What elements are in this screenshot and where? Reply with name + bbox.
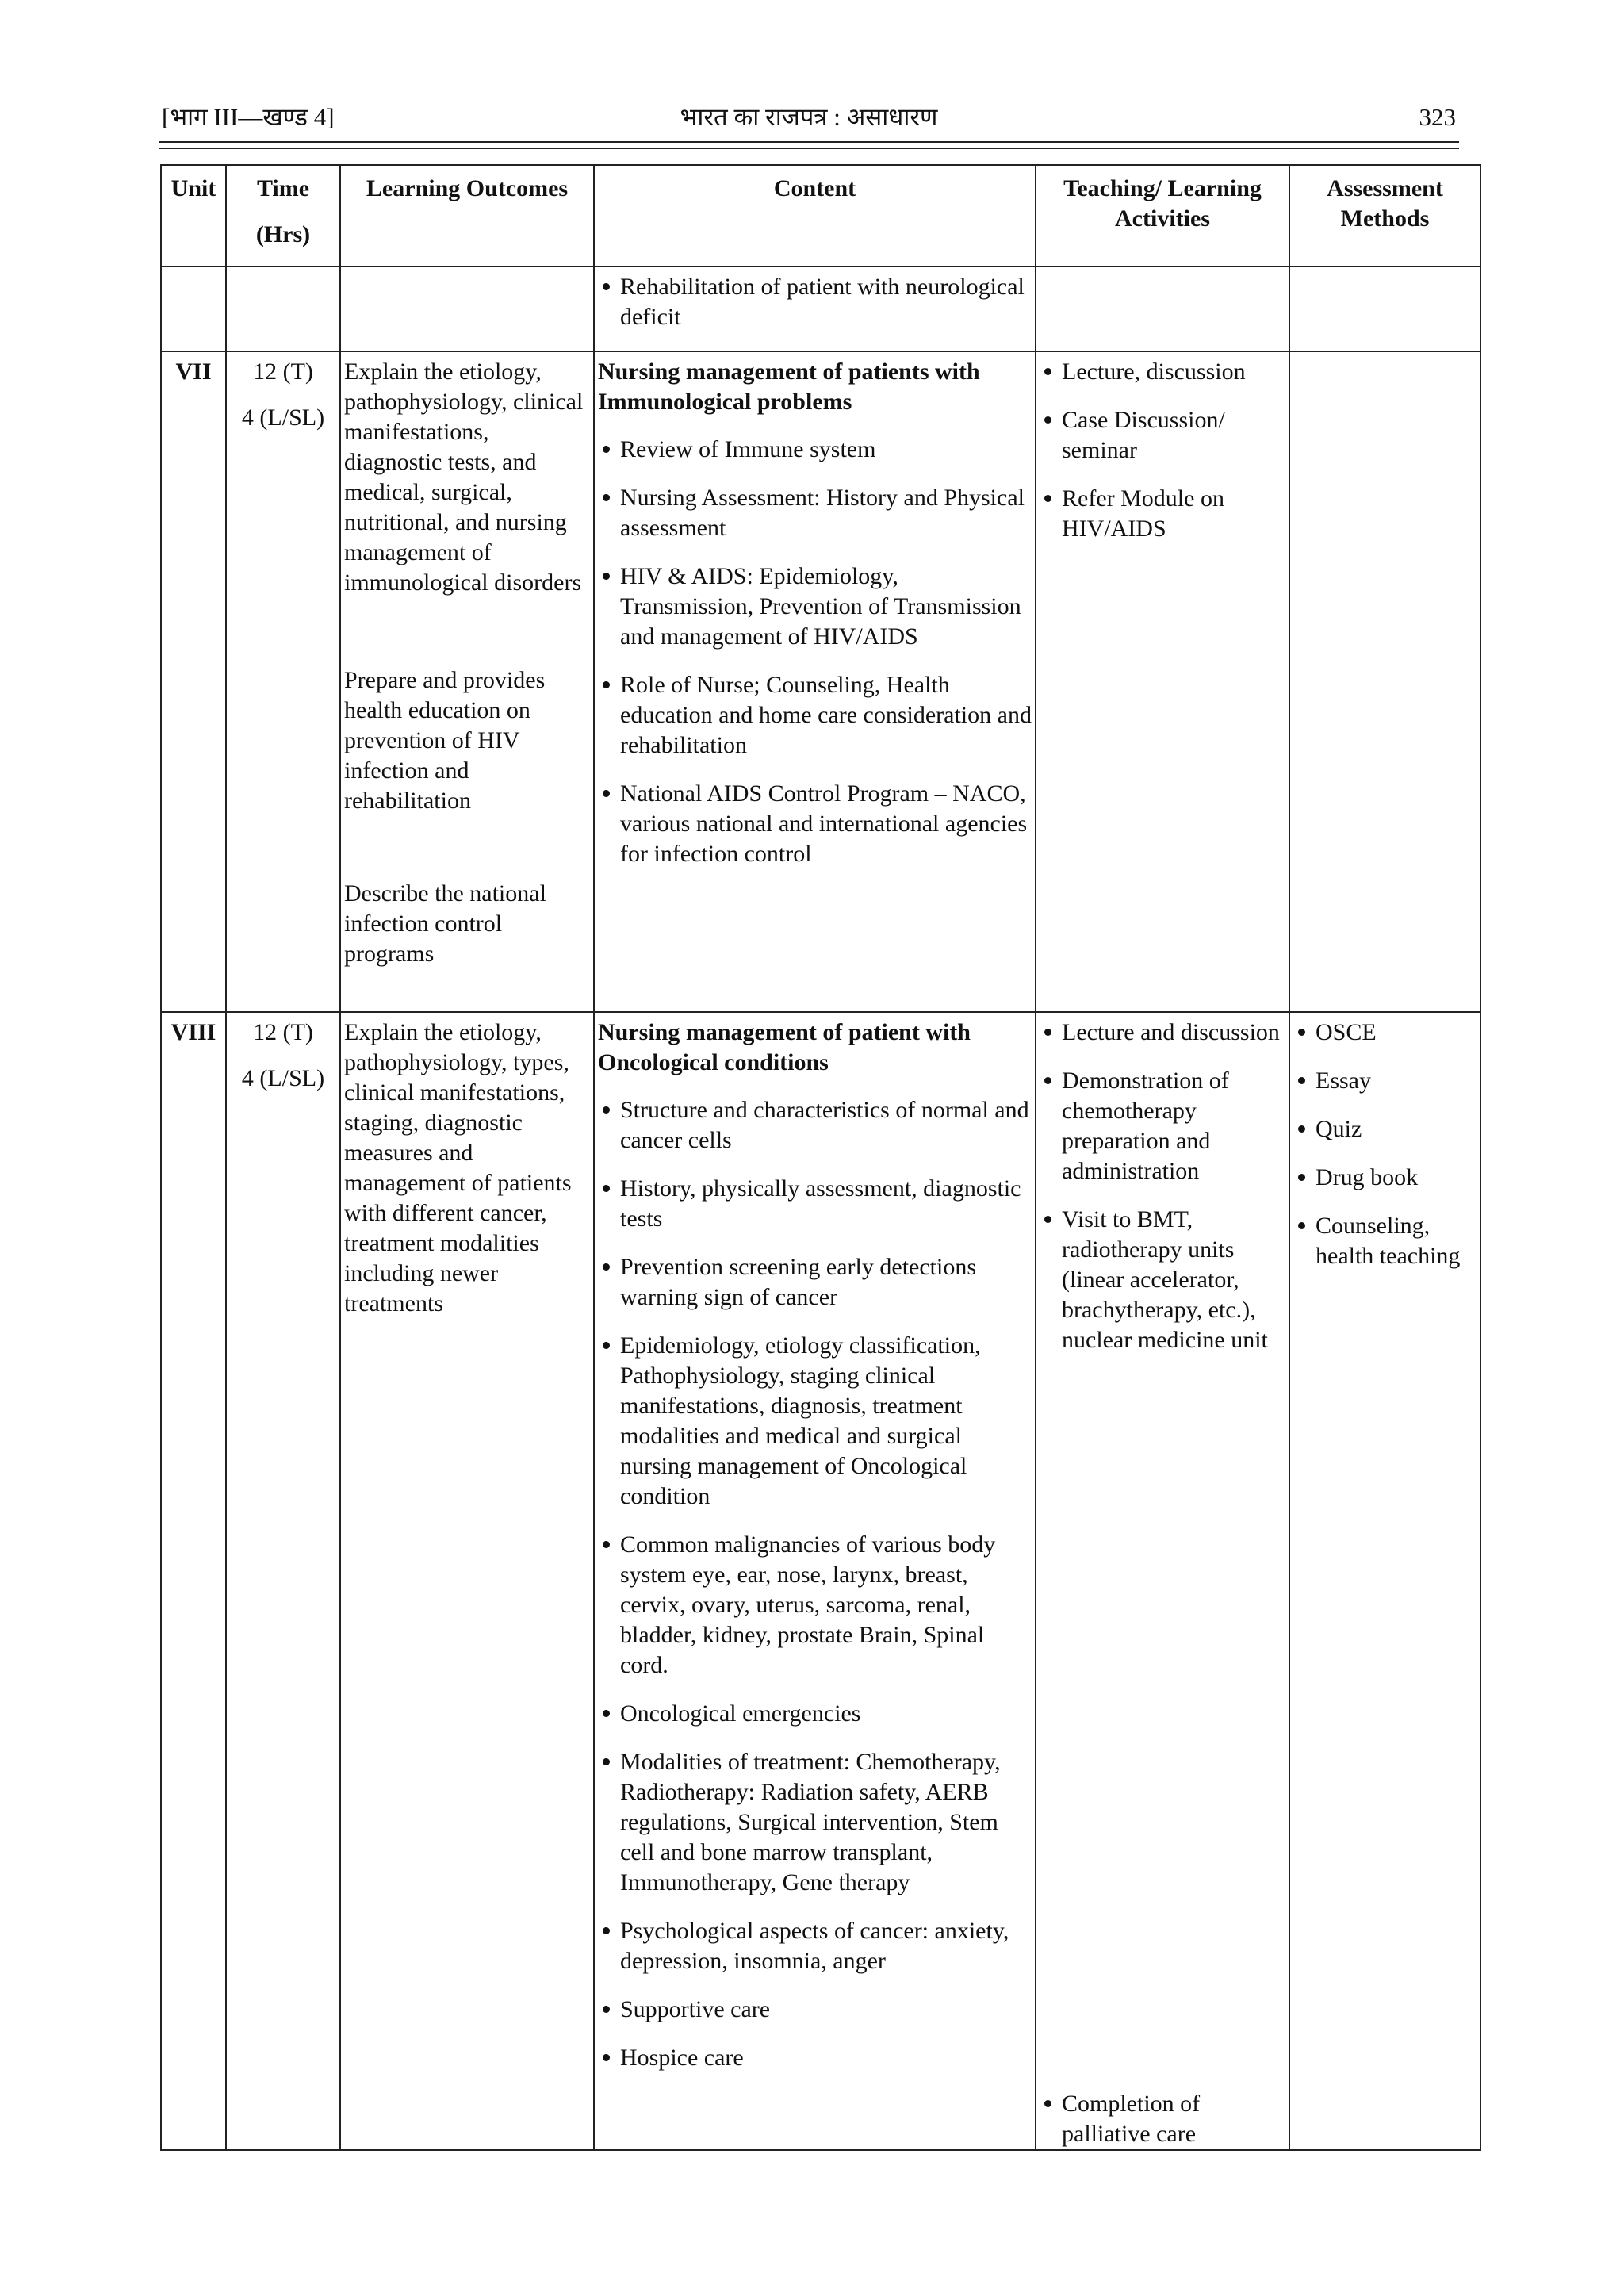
list-item: Rehabilitation of patient with neurological deficit: [598, 272, 1032, 332]
learning-outcome: Explain the etiology, pathophysiology, clinical manifestations, diagnostic tests, and medical, surgical, nutritional, and nursing management of immunological disorders: [344, 358, 584, 596]
time-lab: 4 (L/SL): [241, 1065, 325, 1091]
table-row-continuation: [161, 266, 1480, 351]
list-item: Supportive care: [598, 1995, 1032, 2025]
content-cell: [594, 351, 1036, 1012]
cell-teaching-empty: [1036, 266, 1289, 351]
learning-outcome: Explain the etiology, pathophysiology, types, clinical manifestations, staging, diagnostic measures and management of patients with different cancer, treatment modalities including newer treatments: [344, 1019, 572, 1317]
list-item: History, physically assessment, diagnostic tests: [598, 1174, 1032, 1234]
list-item: Structure and characteristics of normal and cancer cells: [598, 1095, 1032, 1156]
unit-time: [226, 351, 340, 1012]
cell-time-empty: [226, 266, 340, 351]
list-item: Lecture, discussion: [1040, 357, 1285, 387]
list-item: Common malignancies of various body system eye, ear, nose, larynx, breast, cervix, ovary, uterus, sarcoma, renal, bladder, kidney, prostate Brain, Spinal cord.: [598, 1530, 1032, 1681]
header-rule-bottom: [159, 148, 1459, 149]
list-item: Case Discussion/ seminar: [1040, 405, 1285, 466]
col-header-time-unit: (Hrs): [255, 221, 311, 247]
list-item: Hospice care: [598, 2043, 1032, 2073]
content-title: Nursing management of patient with Oncological conditions: [598, 1019, 971, 1075]
time-theory: 12 (T): [253, 358, 313, 385]
unit-number: VIII: [161, 1012, 226, 2150]
list-item: HIV & AIDS: Epidemiology, Transmission, Prevention of Transmission and management of HIV/AIDS: [598, 562, 1032, 652]
learning-outcome: Prepare and provides health education on prevention of HIV infection and rehabilitation: [344, 667, 546, 814]
list-item: Refer Module on HIV/AIDS: [1040, 484, 1285, 544]
col-header-time-label: Time: [256, 175, 310, 201]
page-header: [162, 102, 1456, 140]
content-list: [598, 1095, 1032, 2073]
list-item: Quiz: [1293, 1114, 1477, 1144]
list-item: Essay: [1293, 1066, 1477, 1096]
table-row-unit-viii: [161, 1012, 1480, 2150]
syllabus-table: [160, 164, 1481, 2151]
header-publication-title: भारत का राजपत्र : असाधारण: [680, 103, 938, 131]
cell-unit-empty: [161, 266, 226, 351]
list-item: Visit to BMT, radiotherapy units (linear accelerator, brachytherapy, etc.), nuclear medicine unit: [1040, 1205, 1285, 1355]
list-item: Completion of palliative care: [1040, 2089, 1285, 2149]
col-header-time: [226, 165, 340, 266]
cell-outcomes-empty: [340, 266, 594, 351]
list-item: OSCE: [1293, 1018, 1477, 1048]
cell-assessment-empty: [1289, 266, 1480, 351]
col-header-content: Content: [594, 165, 1036, 266]
col-header-assessment-methods: Assessment Methods: [1289, 165, 1480, 266]
list-item: Counseling, health teaching: [1293, 1211, 1477, 1271]
teaching-list: [1040, 357, 1285, 544]
col-header-unit: Unit: [161, 165, 226, 266]
table-header-row: [161, 165, 1480, 266]
page-number: 323: [1419, 103, 1456, 131]
list-item: Psychological aspects of cancer: anxiety, depression, insomnia, anger: [598, 1916, 1032, 1976]
content-cell: [594, 1012, 1036, 2150]
list-item: Epidemiology, etiology classification, Pathophysiology, staging clinical manifestations, diagnosis, treatment modalities and medical and surgical nursing management of Oncological condition: [598, 1331, 1032, 1512]
time-theory: 12 (T): [253, 1019, 313, 1045]
list-item: Drug book: [1293, 1163, 1477, 1193]
header-rule-top: [159, 141, 1459, 143]
unit-number: VII: [161, 351, 226, 1012]
list-item: Modalities of treatment: Chemotherapy, Radiotherapy: Radiation safety, AERB regulations, Surgical intervention, Stem cell and bone marrow transplant, Immunotherapy, Gene therapy: [598, 1747, 1032, 1898]
assessment-list: [1293, 1018, 1477, 1271]
learning-outcome: Describe the national infection control programs: [344, 880, 546, 967]
list-item: Review of Immune system: [598, 435, 1032, 465]
assessment-cell-empty: [1289, 351, 1480, 1012]
cell-content: [594, 266, 1036, 351]
col-header-teaching-activities: Teaching/ Learning Activities: [1036, 165, 1289, 266]
content-list: [598, 435, 1032, 869]
content-list: [598, 272, 1032, 332]
teaching-activities-cell: [1036, 351, 1289, 1012]
list-item: Demonstration of chemotherapy preparation and administration: [1040, 1066, 1285, 1186]
header-section-label: [भाग III—खण्ड 4]: [162, 103, 335, 131]
assessment-methods-cell: [1289, 1012, 1480, 2150]
list-item: Oncological emergencies: [598, 1699, 1032, 1729]
content-title: Nursing management of patients with Immunological problems: [598, 358, 980, 415]
teaching-list: [1040, 1018, 1285, 1355]
learning-outcomes-cell: [340, 351, 594, 1012]
list-item: Nursing Assessment: History and Physical assessment: [598, 483, 1032, 543]
learning-outcomes-cell: [340, 1012, 594, 2150]
list-item: Role of Nurse; Counseling, Health education and home care consideration and rehabilitation: [598, 670, 1032, 761]
list-item: Prevention screening early detections warning sign of cancer: [598, 1252, 1032, 1313]
list-item: National AIDS Control Program – NACO, various national and international agencies for infection control: [598, 779, 1032, 869]
teaching-list-bottom: [1040, 2089, 1285, 2149]
teaching-activities-cell: [1036, 1012, 1289, 2150]
col-header-learning-outcomes: Learning Outcomes: [340, 165, 594, 266]
time-lab: 4 (L/SL): [241, 404, 325, 431]
list-item: Lecture and discussion: [1040, 1018, 1285, 1048]
unit-time: [226, 1012, 340, 2150]
table-row-unit-vii: [161, 351, 1480, 1012]
